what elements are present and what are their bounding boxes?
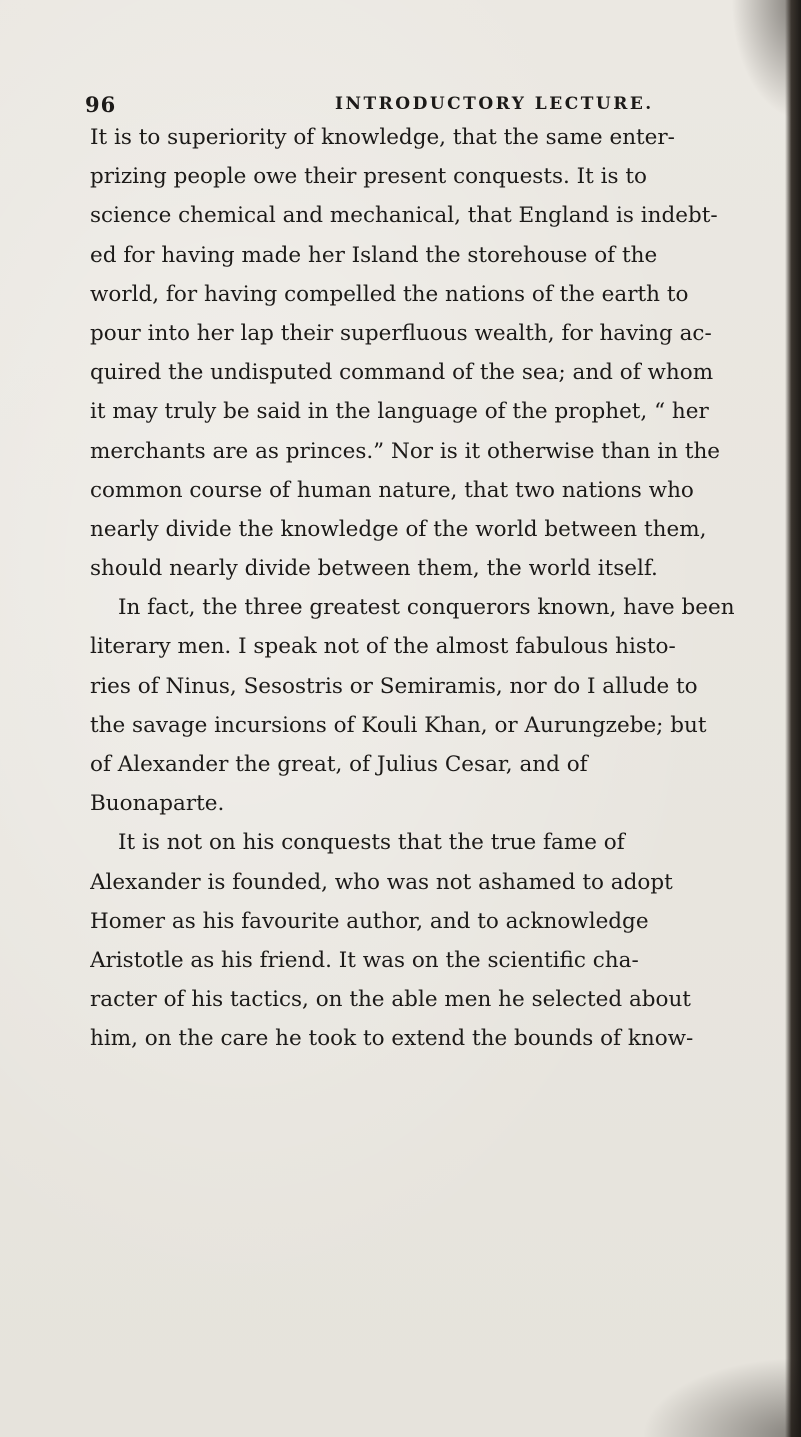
- text-line: ries of Ninus, Sesostris or Semiramis, nor do I allude to: [90, 673, 698, 699]
- text-line: quired the undisputed command of the sea; and of whom: [90, 360, 714, 386]
- text-line: racter of his tactics, on the able men he selected about: [90, 987, 691, 1013]
- text-line: world, for having compelled the nations of the earth to: [90, 281, 689, 307]
- text-line: common course of human nature, that two nations who: [90, 477, 694, 503]
- paragraph-start-line: In fact, the three greatest conquerors known, have been: [118, 595, 735, 621]
- text-line: should nearly divide between them, the world itself.: [90, 556, 658, 582]
- body-text: [90, 118, 770, 1059]
- text-line: Aristotle as his friend. It was on the scientific cha-: [90, 947, 639, 973]
- text-line: it may truly be said in the language of the prophet, “ her: [90, 399, 709, 425]
- page-bottom-shadow: [641, 1357, 801, 1437]
- text-line: literary men. I speak not of the almost fabulous histo-: [90, 634, 676, 660]
- text-line: Alexander is founded, who was not ashamed to adopt: [90, 869, 673, 895]
- text-line: nearly divide the knowledge of the world between them,: [90, 516, 707, 542]
- text-line: It is to superiority of knowledge, that the same enter-: [90, 125, 675, 150]
- text-line: him, on the care he took to extend the bounds of know-: [90, 1026, 694, 1052]
- text-line: science chemical and mechanical, that England is indebt-: [90, 203, 718, 229]
- page-number: 96: [85, 92, 117, 117]
- running-title: INTRODUCTORY LECTURE.: [335, 94, 654, 114]
- text-line: pour into her lap their superfluous wealth, for having ac-: [90, 320, 712, 346]
- text-line: the savage incursions of Kouli Khan, or Aurungzebe; but: [90, 712, 707, 738]
- text-line: ed for having made her Island the storehouse of the: [90, 242, 658, 268]
- text-line: of Alexander the great, of Julius Cesar, and of: [90, 752, 588, 777]
- text-line: prizing people owe their present conquests. It is to: [90, 164, 647, 190]
- text-line: Homer as his favourite author, and to acknowledge: [90, 908, 649, 934]
- binding-edge: [785, 0, 801, 1437]
- paragraph-start-line: It is not on his conquests that the true fame of: [118, 830, 625, 856]
- text-line: merchants are as princes.” Nor is it otherwise than in the: [90, 438, 721, 464]
- text-line: Buonaparte.: [90, 791, 225, 817]
